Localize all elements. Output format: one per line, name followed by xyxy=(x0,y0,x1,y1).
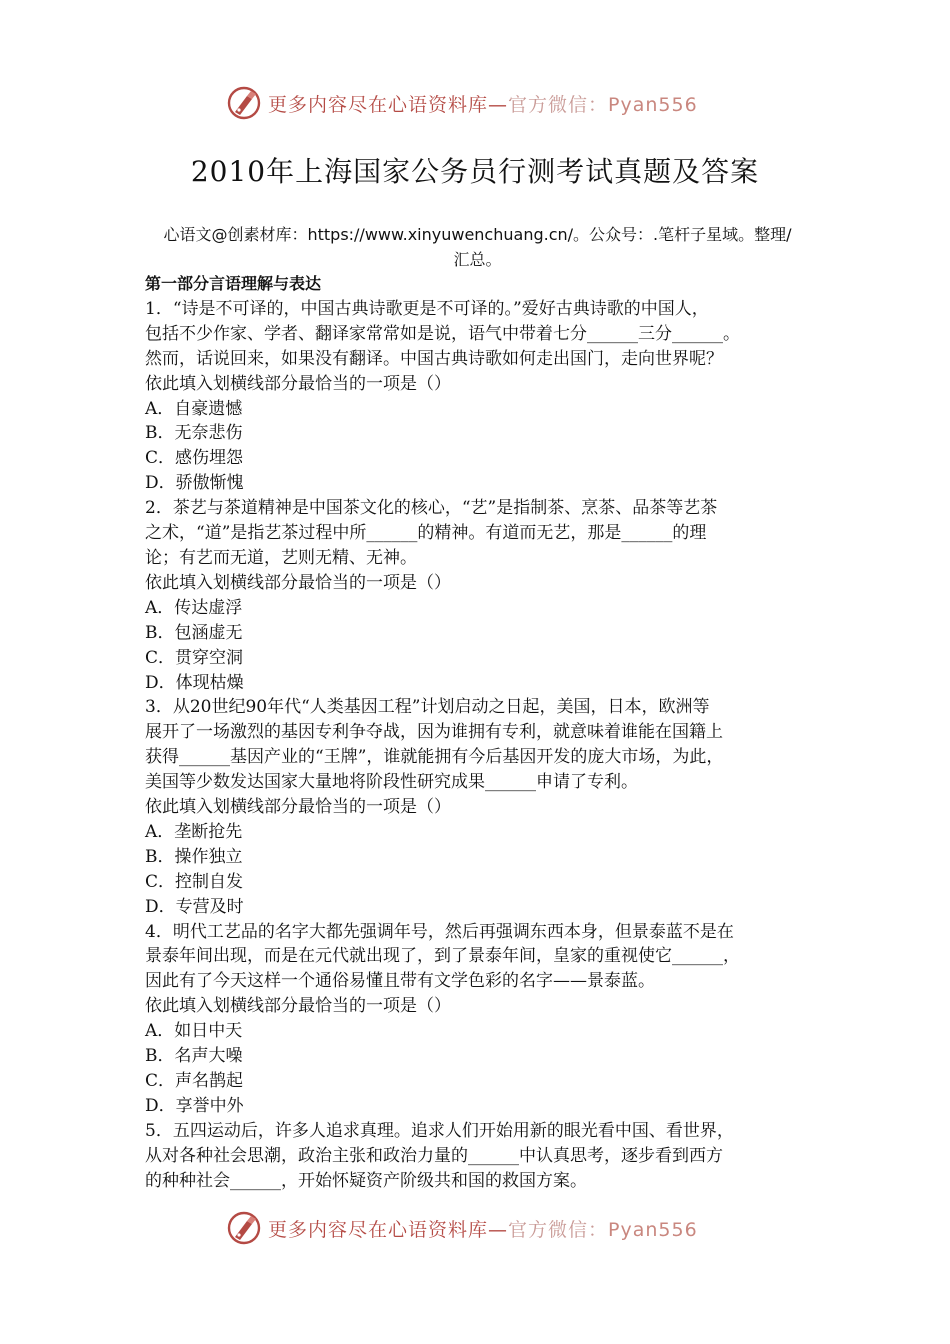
question-text-line: 然而，话说回来，如果没有翻译。中国古典诗歌如何走出国门，走向世界呢？ xyxy=(145,348,723,369)
pen-nib-logo-icon xyxy=(226,1210,262,1246)
answer-option: A．垄断抢先 xyxy=(145,821,243,842)
source-line: 汇总。 xyxy=(453,250,502,269)
answer-option: A．传达虚浮 xyxy=(145,597,243,618)
question-text-line: 之术，“道”是指艺茶过程中所______的精神。有道而无艺，那是______的理 xyxy=(145,523,707,544)
question-4 xyxy=(145,920,820,1119)
question-5 xyxy=(145,1119,820,1194)
page-title: 2010年上海国家公务员行测考试真题及答案 xyxy=(190,155,760,188)
answer-option: A．如日中天 xyxy=(145,1021,243,1042)
answer-option: B．无奈悲伤 xyxy=(145,423,243,444)
answer-option: C．贯穿空洞 xyxy=(145,647,244,668)
question-text-line: 景泰年间出现，而是在元代就出现了，到了景泰年间，皇家的重视使它______， xyxy=(145,946,740,967)
question-text-line: 包括不少作家、学者、翻译家常常如是说，语气中带着七分______三分______。 xyxy=(145,323,740,344)
question-1 xyxy=(145,297,820,496)
question-text-line: 获得______基因产业的“王牌”，谁就能拥有今后基因开发的庞大市场，为此， xyxy=(145,747,724,768)
watermark-banner-top xyxy=(0,83,950,123)
question-text-line: 的种种社会______，开始怀疑资产阶级共和国的救国方案。 xyxy=(145,1170,587,1191)
question-text-line: 5．五四运动后，许多人追求真理。追求人们开始用新的眼光看中国、看世界， xyxy=(145,1120,734,1141)
question-prompt: 依此填入划横线部分最恰当的一项是（） xyxy=(145,572,451,593)
question-text-line: 4．明代工艺品的名字大都先强调年号，然后再强调东西本身，但景泰蓝不是在 xyxy=(145,921,734,942)
question-text-line: 从对各种社会思潮，政治主张和政治力量的______中认真思考，逐步看到西方 xyxy=(145,1145,723,1166)
question-text-line: 1．“诗是不可译的，中国古典诗歌更是不可译的。”爱好古典诗歌的中国人， xyxy=(145,298,709,319)
question-text-line: 因此有了今天这样一个通俗易懂且带有文学色彩的名字——景泰蓝。 xyxy=(145,971,655,992)
document-body xyxy=(145,272,820,1194)
banner-text: 更多内容尽在心语资料库—官方微信：Pyan556 xyxy=(268,1218,698,1241)
answer-option: C．控制自发 xyxy=(145,871,244,892)
answer-option: B．名声大噪 xyxy=(145,1046,243,1067)
question-text-line: 2．茶艺与茶道精神是中国茶文化的核心，“艺”是指制茶、烹茶、品茶等艺茶 xyxy=(145,498,718,519)
answer-option: B．包涵虚无 xyxy=(145,622,243,643)
section-heading: 第一部分言语理解与表达 xyxy=(145,274,322,293)
question-3 xyxy=(145,695,820,919)
question-text-line: 美国等少数发达国家大量地将阶段性研究成果______申请了专利。 xyxy=(145,772,638,793)
banner-text: 更多内容尽在心语资料库—官方微信：Pyan556 xyxy=(268,93,698,116)
question-text-line: 论；有艺而无道，艺则无精、无神。 xyxy=(145,547,417,568)
answer-option: C．声名鹊起 xyxy=(145,1071,244,1091)
answer-option: D．专营及时 xyxy=(145,896,244,917)
question-text-line: 展开了一场激烈的基因专利争夺战，因为谁拥有专利，就意味着谁能在国籍上 xyxy=(145,722,723,743)
question-prompt: 依此填入划横线部分最恰当的一项是（） xyxy=(145,373,451,394)
watermark-banner-bottom xyxy=(0,1208,950,1248)
source-note xyxy=(145,222,810,272)
answer-option: C．感伤埋怨 xyxy=(145,448,244,469)
question-2 xyxy=(145,496,820,695)
question-prompt: 依此填入划横线部分最恰当的一项是（） xyxy=(145,797,451,818)
question-text-line: 3．从20世纪90年代“人类基因工程”计划启动之日起，美国，日本，欧洲等 xyxy=(145,697,710,718)
answer-option: D．享誉中外 xyxy=(145,1095,244,1116)
answer-option: D．体现枯燥 xyxy=(145,672,244,693)
answer-option: A．自豪遗憾 xyxy=(145,398,243,419)
question-prompt: 依此填入划横线部分最恰当的一项是（） xyxy=(145,996,451,1017)
answer-option: D．骄傲惭愧 xyxy=(145,473,244,494)
source-line: 心语文@创素材库：https://www.xinyuwenchuang.cn/。公众号：.笔杆子星域。整理/ xyxy=(163,225,792,244)
answer-option: B．操作独立 xyxy=(145,846,243,867)
pen-nib-logo-icon xyxy=(226,85,262,121)
